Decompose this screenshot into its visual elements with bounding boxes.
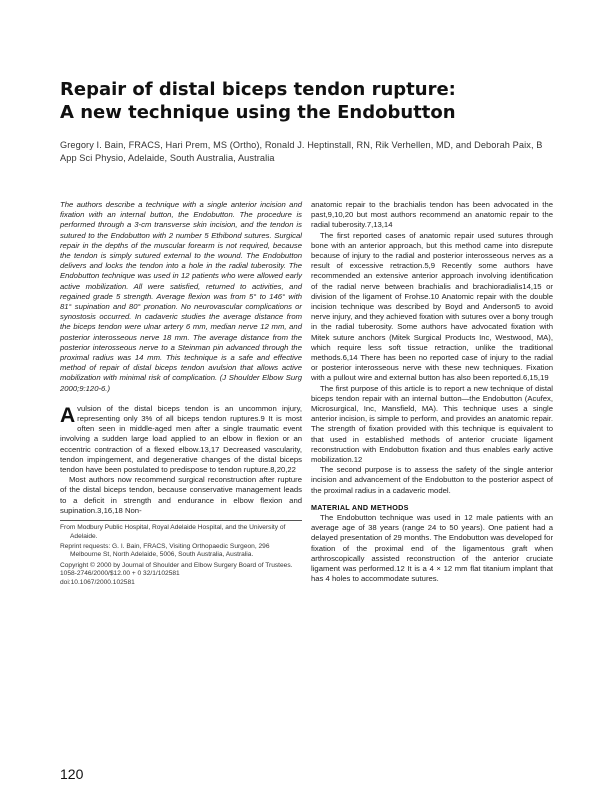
footnotes <box>60 520 302 587</box>
footnote-issn: 1058-2746/2000/$12.00 + 0 32/1/102581 <box>60 570 180 578</box>
footnote-doi: doi:10.1067/2000.102581 <box>60 578 135 586</box>
abstract-gap <box>60 394 302 404</box>
left-column <box>60 200 302 587</box>
footnote-copyright: Copyright © 2000 by Journal of Shoulder and Elbow Surgery Board of Trustees. <box>60 561 293 569</box>
article-title <box>60 78 560 124</box>
body-paragraph-3: The first purpose of this article is to report a new technique of distal biceps tendon repair with an internal button—the Endobutton (Acufex, Microsurgical, Inc, Mansfield, MA). This technique uses a single anterior incision, is simple to perform, and provides an anatomic repair. The strength of fixation provided with this technique is equivalent to that used in established methods of anterior cruciate ligament reconstruction with Endobutton fixation and thus enables early active mobilization.12 <box>311 383 553 465</box>
intro-paragraph-1-text: vulsion of the distal biceps tendon is an uncommon injury, representing only 3% of all biceps tendon ruptures.9 It is most often seen in middle-aged men after a single traumatic event involving a sudden large load applied to an elbow in flexion or an eccentric contraction of a flexed elbow.13,17 Decreased vascularity, tendon impingement, and degenerative changes of the distal biceps tendon have been postulated to predispose to tendon rupture.8,20,22 <box>60 403 302 475</box>
body-paragraph-4: The second purpose is to assess the safety of the single anterior incision and advancement of the Endobutton to the posterior aspect of the proximal radius in a cadaveric model. <box>311 465 553 495</box>
body-paragraph-5: The Endobutton technique was used in 12 male patients with an average age of 38 years (range 24 to 50 years). One patient had a delayed presentation of 29 months. The Endobutton was developed for fixation of the proximal end of the ligamentous graft when arthroscopically assisted reconstruction of the anterior cruciate ligament was performed.12 It is a 4 × 12 mm flat titanium implant that has 4 holes to accommodate sutures. <box>311 512 553 584</box>
intro-paragraph-1 <box>60 404 302 475</box>
right-column <box>311 200 553 584</box>
author-byline: Gregory I. Bain, FRACS, Hari Prem, MS (Ortho), Ronald J. Heptinstall, RN, Rik Verhellen, MD, and Deborah Paix, B App Sci Physio, Adelaide, South Australia, Australia <box>60 140 543 163</box>
footnote-affiliation: From Modbury Public Hospital, Royal Adelaide Hospital, and the University of Adelaide. <box>60 524 286 540</box>
drop-cap: A <box>60 403 76 427</box>
body-paragraph-2: The first reported cases of anatomic repair used sutures through bone with an anterior approach, but this method came into disrepute because of injury to the radial and posterior interosseous nerves as a result of excessive retraction.5,9 Recently some authors have recommended an extensive anterior approach involving identification of the radial nerve between brachialis and brachioradialis14,15 or division of the ligament of Frohse.10 Anatomic repair with the double incision technique was described by Boyd and Anderson5 to avoid nerve injury, and they achieved fixation with sutures over a bony trough in the radial tuberosity. Some authors have advocated fixation with Mitek suture anchors (Mitek Surgical Products Inc, Westwood, MA), which require less soft tissue retraction, unlike the traditional methods.6,14 There has been no reported case of injury to the radial or posterior interosseous nerve with these new techniques. Fixation with a pullout wire and external button has also been reported.6,15,19 <box>311 230 553 383</box>
intro-paragraph-2: Most authors now recommend surgical reconstruction after rupture of the distal biceps tendon, because conservative management leads to a deficit in strength and endurance in elbow flexion and supination.3,16,18 Non- <box>60 475 302 515</box>
section-heading: MATERIAL AND METHODS <box>311 502 409 512</box>
title-line-1: Repair of distal biceps tendon rupture: <box>60 79 456 100</box>
title-line-2: A new technique using the Endobutton <box>60 102 456 123</box>
abstract: The authors describe a technique with a single anterior incision and fixation with an internal button, the Endobutton. The procedure is performed through a 3-cm transverse skin incision, and the tendon is sutured to the Endobutton with 2 number 5 Ethibond sutures. Surgical repair in the depths of the muscular forearm is not required, because the tendon is simply sutured external to the wound. The Endobutton delivers and locks the tendon into a hole in the radial tuberosity. The Endobutton technique was used in 12 patients who were allowed early active mobilization. All were satisfied, returned to activities, and regained grade 5 strength. Average flexion was from 5° to 146° with 81° supination and 80° pronation. No neurovascular complications or synostosis occurred. In cadaveric studies the average distance from the biceps tendon were ulnar artery 6 mm, median nerve 12 mm, and posterior interosseous nerve 18 mm. The average distance from the posterior interosseous nerve to a Steinman pin advanced through the proximal radius was 14 mm. This technique is a safe and effective method of repair of distal biceps tendon avulsion that allows active mobilization with minimal risk of complication. (J Shoulder Elbow Surg 2000;9:120-6.) <box>60 200 302 393</box>
body-paragraph-1: anatomic repair to the brachialis tendon has been advocated in the past,9,10,20 but most authors recommend an anatomic repair to the radial tuberosity.7,13,14 <box>311 200 553 230</box>
page-number: 120 <box>60 766 84 782</box>
footnote-reprint: Reprint requests: G. I. Bain, FRACS, Visiting Orthopaedic Surgeon, 296 Melbourne St, North Adelaide, 5006, South Australia, Australia. <box>60 542 270 559</box>
